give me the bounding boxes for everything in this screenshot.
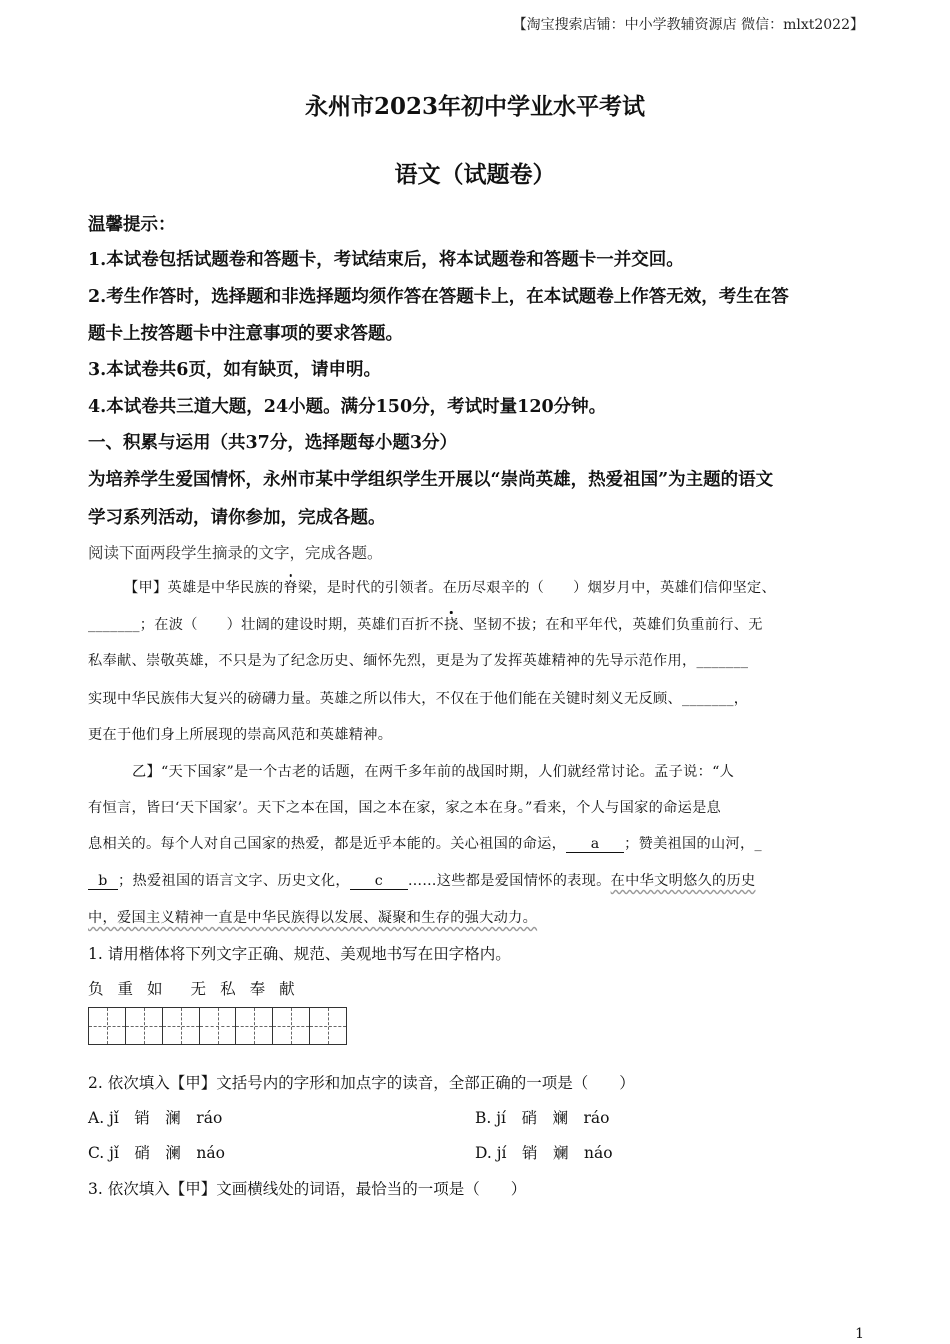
dotted-char-nao: 挠: [444, 617, 459, 633]
passage-yi-line-1: 乙】“天下国家”是一个古老的话题，在两千多年前的战国时期，人们就经常讨论。孟子说：“人: [132, 764, 735, 780]
passage-yi-line-5: 中，爱国主义精神一直是中华民族得以发展、凝聚和生存的强大动力。: [88, 910, 538, 926]
grid-cell[interactable]: [236, 1008, 273, 1044]
dotted-char-ji: 脊: [283, 580, 298, 596]
passage-jia-line-4: 实现中华民族伟大复兴的磅礴力量。英雄之所以伟大，不仅在于他们能在关键时刻义无反顾、_______，: [88, 691, 749, 707]
blank-c: c: [350, 873, 408, 890]
grid-cell[interactable]: [163, 1008, 200, 1044]
passage-jia-line-5: 更在于他们身上所展现的崇高风范和英雄精神。: [88, 727, 393, 743]
question-1-stem: 1. 请用楷体将下列文字正确、规范、美观地书写在田字格内。: [88, 945, 511, 963]
section-1-intro-line-1: 为培养学生爱国情怀，永州市某中学组织学生开展以“崇尚英雄，热爱祖国”为主题的语文: [88, 470, 774, 490]
question-2-stem: 2. 依次填入【甲】文括号内的字形和加点字的读音，全部正确的一项是（ ）: [88, 1074, 635, 1092]
question-3-stem: 3. 依次填入【甲】文画横线处的词语，最恰当的一项是（ ）: [88, 1180, 527, 1198]
passage-jia-line-3: 私奉献、崇敬英雄，不只是为了纪念历史、缅怀先烈，更是为了发挥英雄精神的先导示范作用，_______: [88, 653, 749, 669]
page-number: 1: [855, 1326, 864, 1342]
question-2-option-a[interactable]: A. jǐ 销 澜 ráo: [88, 1109, 223, 1127]
grid-cell[interactable]: [89, 1008, 126, 1044]
section-1-heading: 一、积累与运用（共37分，选择题每小题3分）: [88, 433, 458, 453]
passage-yi-line-2: 有恒言，皆曰‘天下国家’。天下之本在国，国之本在家，家之本在身。”看来，个人与国家的命运是息: [88, 800, 722, 816]
tips-item-2-line-1: 2.考生作答时，选择题和非选择题均须作答在答题卡上，在本试题卷上作答无效，考生在答: [88, 287, 789, 307]
passage-yi-line-3: 息相关的。每个人对自己国家的热爱，都是近乎本能的。关心祖国的命运， a ；赞美祖国的山河，_: [88, 836, 762, 852]
section-1-intro-line-2: 学习系列活动，请你参加，完成各题。: [88, 508, 386, 528]
blank-b: b: [88, 873, 118, 890]
question-2-option-c[interactable]: C. jǐ 硝 澜 náo: [88, 1144, 225, 1162]
tips-item-2-line-2: 题卡上按答题卡中注意事项的要求答题。: [88, 324, 403, 344]
passage-jia-line-2: _______；在波（ ）壮阔的建设时期，英雄们百折不挠、坚韧不拔；在和平年代，英雄们负重前行、无: [88, 617, 763, 633]
grid-cell[interactable]: [200, 1008, 237, 1044]
header-note: 【淘宝搜索店铺：中小学教辅资源店 微信：mlxt2022】: [512, 17, 864, 33]
tips-item-4: 4.本试卷共三道大题，24小题。满分150分，考试时量120分钟。: [88, 397, 607, 417]
blank-a: a: [566, 836, 624, 853]
tips-heading: 温馨提示：: [88, 215, 176, 235]
passage-yi-line-4: b ；热爱祖国的语言文字、历史文化， c ……这些都是爱国情怀的表现。在中华文明悠久的历史: [88, 870, 756, 890]
grid-cell[interactable]: [273, 1008, 310, 1044]
reading-instruction: 阅读下面两段学生摘录的文字，完成各题。: [88, 544, 383, 562]
tianzige-grid[interactable]: [88, 1007, 347, 1045]
page-subtitle: 语文（试题卷）: [394, 161, 556, 188]
passage-jia-line-1: 【甲】英雄是中华民族的脊梁，是时代的引领者。在历尽艰辛的（ ）烟岁月中，英雄们信仰坚定、: [124, 580, 776, 596]
question-2-option-b[interactable]: B. jí 硝 斓 ráo: [475, 1109, 610, 1127]
page-title: 永州市2023年初中学业水平考试: [304, 93, 645, 120]
question-1-characters: 负 重 如 无 私 奉 献: [88, 980, 295, 998]
grid-cell[interactable]: [126, 1008, 163, 1044]
tips-item-3: 3.本试卷共6页，如有缺页，请申明。: [88, 360, 381, 380]
tips-item-1: 1.本试卷包括试题卷和答题卡，考试结束后，将本试题卷和答题卡一并交回。: [88, 250, 684, 270]
question-2-option-d[interactable]: D. jí 销 斓 náo: [475, 1144, 613, 1162]
grid-cell[interactable]: [310, 1008, 346, 1044]
